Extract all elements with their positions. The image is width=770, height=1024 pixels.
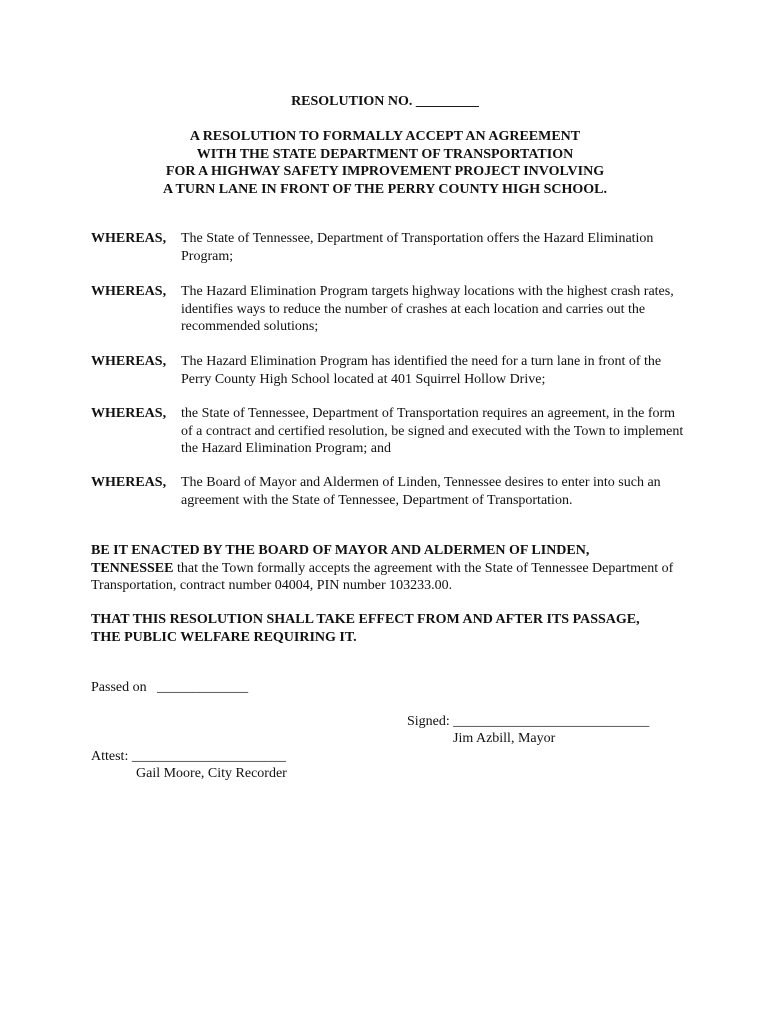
- whereas-clause-5: [91, 474, 691, 509]
- whereas-text: The Hazard Elimination Program has identified the need for a turn lane in front of the Perry County High School located at 401 Squirrel Hollow Drive;: [181, 354, 662, 387]
- enacted-heading-cont: TENNESSEE: [91, 560, 174, 576]
- title-line: A TURN LANE IN FRONT OF THE PERRY COUNTY HIGH SCHOOL.: [162, 181, 608, 197]
- whereas-label: WHEREAS,: [91, 475, 167, 490]
- whereas-clause-1: [91, 230, 691, 265]
- title-line: A RESOLUTION TO FORMALLY ACCEPT AN AGREEMENT: [189, 129, 581, 144]
- whereas-text: the State of Tennessee, Department of Transportation requires an agreement, in the form of a contract and certified resolution, be signed and executed with the Town to implement the Hazard Elimination Program; and: [181, 406, 684, 456]
- resolution-number: RESOLUTION NO. _________: [291, 94, 479, 109]
- enacted-body: [91, 560, 691, 595]
- enacted-paragraph: [91, 542, 691, 595]
- effect-line: THAT THIS RESOLUTION SHALL TAKE EFFECT FROM AND AFTER ITS PASSAGE,: [91, 612, 640, 627]
- whereas-clause-4: [91, 405, 691, 458]
- whereas-text: The Board of Mayor and Aldermen of Linden, Tennessee desires to enter into such an agreement with the State of Tennessee, Department of Transportation.: [181, 475, 661, 508]
- whereas-text: The Hazard Elimination Program targets highway locations with the highest crash rates, identifies ways to reduce the number of crashes at each location and carries out the recommended solutions;: [181, 284, 674, 334]
- enacted-text: that the Town formally accepts the agreement with the State of Tennessee Department of Transportation, contract number 04004, PIN number 103233.00.: [91, 560, 674, 593]
- whereas-text: The State of Tennessee, Department of Transportation offers the Hazard Elimination Program;: [181, 231, 654, 264]
- enacted-heading: BE IT ENACTED BY THE BOARD OF MAYOR AND ALDERMEN OF LINDEN,: [91, 543, 590, 558]
- whereas-label: WHEREAS,: [91, 231, 167, 246]
- mayor-name: Jim Azbill, Mayor: [453, 731, 556, 746]
- recorder-name: Gail Moore, City Recorder: [136, 766, 287, 781]
- whereas-label: WHEREAS,: [91, 354, 167, 369]
- attest-line: Attest: ______________________: [91, 749, 286, 764]
- whereas-label: WHEREAS,: [91, 406, 167, 421]
- whereas-label: WHEREAS,: [91, 284, 167, 299]
- whereas-clause-3: [91, 353, 691, 388]
- title-line: FOR A HIGHWAY SAFETY IMPROVEMENT PROJECT INVOLVING: [165, 164, 605, 179]
- passed-on-field: Passed on _____________: [91, 680, 249, 695]
- whereas-clause-2: [91, 283, 691, 336]
- title-line: WITH THE STATE DEPARTMENT OF TRANSPORTATION: [196, 146, 574, 162]
- signed-line: Signed: ____________________________: [407, 714, 650, 729]
- effect-paragraph: [91, 611, 691, 646]
- effect-line: THE PUBLIC WELFARE REQUIRING IT.: [91, 629, 357, 645]
- resolution-title: [0, 128, 770, 198]
